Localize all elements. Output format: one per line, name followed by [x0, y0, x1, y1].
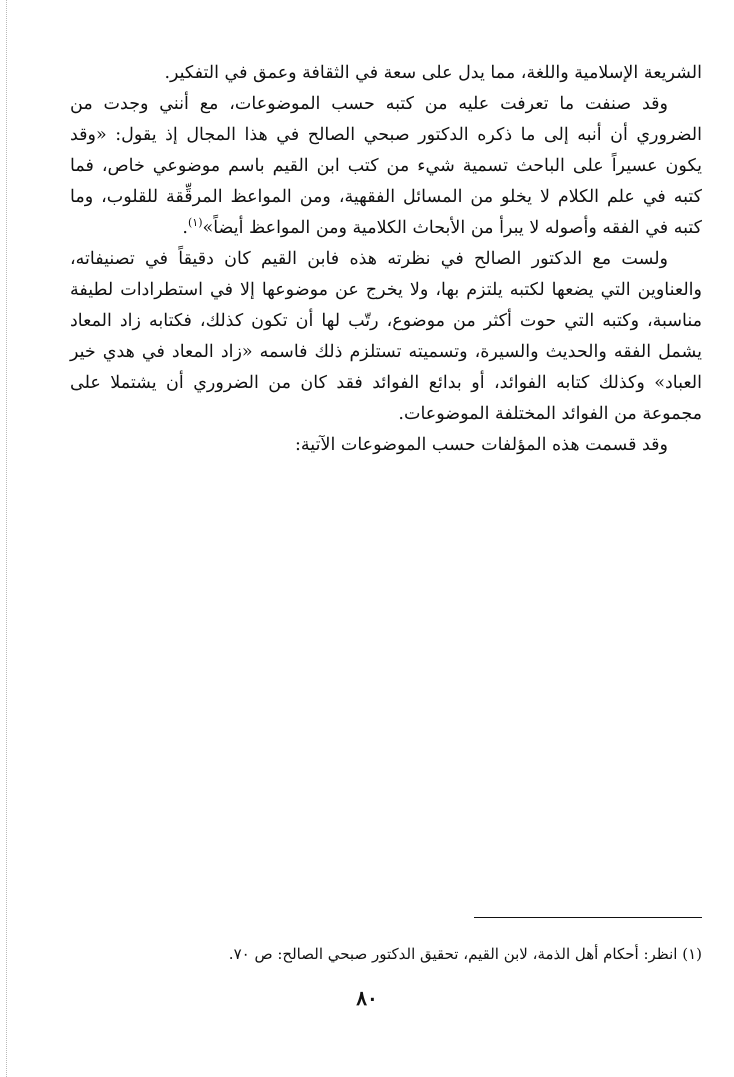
paragraph-4: وقد قسمت هذه المؤلفات حسب الموضوعات الآتية:: [295, 435, 668, 455]
paragraph-2-text: وقد صنفت ما تعرفت عليه من كتبه حسب الموضوعات، مع أنني وجدت من الضروري أن أنبه إلى ما ذكره الدكتور صبحي الصالح في هذا المجال إذ يقول: «وقد يكون عسيراً على الباحث تسمية شيء من كتب ابن القيم باسم موضوعي خاص، فما كتبه في علم الكلام لا يخلو من المسائل الفقهية، ومن المواعظ المرقِّقة للقلوب، وما كتبه في الفقه وأصوله لا يبرأ من الأبحاث الكلامية ومن المواعظ أيضاً»: [70, 94, 702, 238]
main-text: [70, 58, 702, 461]
paragraph-3: ولست مع الدكتور الصالح في نظرته هذه فابن القيم كان دقيقاً في تصنيفاته، والعناوين التي يضعها لكتبه يلتزم بها، ولا يخرج عن موضوعها إلا في استطرادات لطيفة مناسبة، وكتبه التي حوت أكثر من موضوع، رتّب لها أن تكون كذلك، فكتابه زاد المعاد يشمل الفقه والحديث والسيرة، وتسميته تستلزم ذلك فاسمه «زاد المعاد في هدي خير العباد» وكذلك كتابه الفوائد، أو بدائع الفوائد فقد كان من الضروري أن يشتملا على مجموعة من الفوائد المختلفة الموضوعات.: [70, 249, 702, 424]
page-number: ٨٠: [356, 986, 378, 1010]
paragraph-2: وقد صنفت ما تعرفت عليه من كتبه حسب الموضوعات، مع أنني وجدت من الضروري أن أنبه إلى ما ذكره الدكتور صبحي الصالح في هذا المجال إذ يقول: «وقد يكون عسيراً على الباحث تسمية شيء من كتب ابن القيم باسم موضوعي خاص، فما كتبه في علم الكلام لا يخلو من المسائل الفقهية، ومن المواعظ المرقِّقة للقلوب، وما كتبه في الفقه وأصوله لا يبرأ من الأبحاث الكلامية ومن المواعظ أيضاً»$^{(١)}$.: [70, 94, 702, 238]
footnote: (١) انظر: أحكام أهل الذمة، لابن القيم، تحقيق الدكتور صبحي الصالح: ص ٧٠.: [228, 945, 702, 963]
page-edge: [6, 0, 7, 1077]
paragraph-1: الشريعة الإسلامية واللغة، مما يدل على سعة في الثقافة وعمق في التفكير.: [164, 63, 702, 83]
footnote-separator: [474, 917, 702, 918]
footnote-marker: (١): [187, 216, 203, 230]
